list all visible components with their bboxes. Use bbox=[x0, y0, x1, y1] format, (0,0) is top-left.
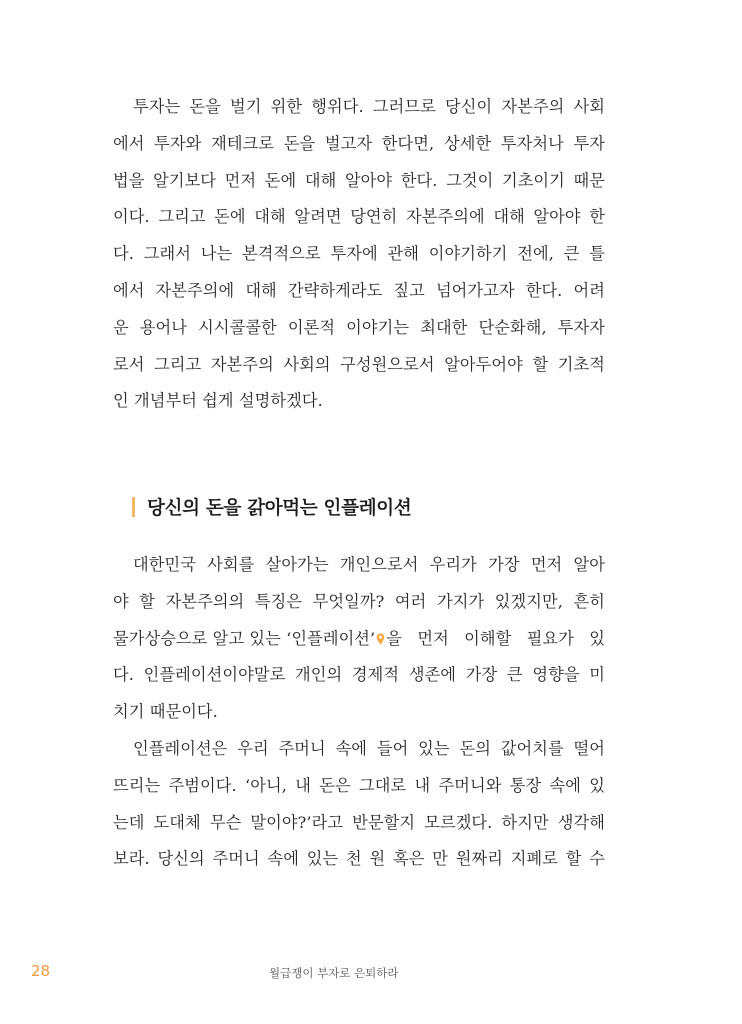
location-pin-icon[interactable] bbox=[376, 633, 385, 645]
section-heading bbox=[132, 492, 411, 522]
text-line: 는데 도대체 무슨 말이야?’라고 반문할지 모르겠다. 하지만 생각해 bbox=[113, 812, 605, 832]
text-line: 법을 알기보다 먼저 돈에 대해 알아야 한다. 그것이 기초이기 때문 bbox=[113, 170, 605, 190]
text-line: 대한민국 사회를 살아가는 개인으로서 우리가 가장 먼저 알아 bbox=[133, 555, 605, 574]
text-line: 뜨리는 주범이다. ‘아니, 내 돈은 그대로 내 주머니와 통장 속에 있 bbox=[113, 775, 605, 795]
text-line: 보라. 당신의 주머니 속에 있는 천 원 혹은 만 원짜리 지폐로 할 수 bbox=[113, 849, 605, 869]
text-segment: 을 먼저 이해할 필요가 있 bbox=[386, 628, 605, 648]
intro-paragraph bbox=[113, 89, 605, 420]
text-line: 다. 그래서 나는 본격적으로 투자에 관해 이야기하기 전에, 큰 틀 bbox=[113, 244, 605, 264]
page-number: 28 bbox=[31, 962, 51, 980]
text-line: 치기 때문이다. bbox=[113, 702, 218, 722]
text-line: 인 개념부터 쉽게 설명하겠다. bbox=[113, 391, 323, 411]
text-line: 인플레이션은 우리 주머니 속에 들어 있는 돈의 값어치를 떨어 bbox=[133, 738, 605, 758]
running-title: 월급쟁이 부자로 은퇴하라 bbox=[269, 966, 399, 980]
text-line: 로서 그리고 자본주의 사회의 구성원으로서 알아두어야 할 기초적 bbox=[113, 354, 605, 374]
section-body bbox=[113, 547, 605, 878]
text-line: 이다. 그리고 돈에 대해 알려면 당연히 자본주의에 대해 알아야 한 bbox=[113, 207, 605, 227]
text-line: 운 용어나 시시콜콜한 이론적 이야기는 최대한 단순화해, 투자자 bbox=[113, 317, 605, 337]
text-line: 에서 자본주의에 대해 간략하게라도 짚고 넘어가고자 한다. 어려 bbox=[113, 280, 605, 300]
text-line: 투자는 돈을 벌기 위한 행위다. 그러므로 당신이 자본주의 사회 bbox=[133, 97, 605, 116]
text-line: 다. 인플레이션이야말로 개인의 경제적 생존에 가장 큰 영향을 미 bbox=[113, 665, 605, 685]
text-line: 야 할 자본주의의 특징은 무엇일까? 여러 가지가 있겠지만, 흔히 bbox=[113, 591, 605, 611]
page-footer bbox=[0, 962, 742, 986]
text-line-with-footnote bbox=[113, 621, 605, 658]
heading-accent-bar bbox=[132, 497, 135, 517]
text-segment: 물가상승으로 알고 있는 ‘인플레이션’ bbox=[113, 628, 376, 648]
section-heading-text: 당신의 돈을 갉아먹는 인플레이션 bbox=[147, 498, 412, 519]
text-line: 에서 투자와 재테크로 돈을 벌고자 한다면, 상세한 투자처나 투자 bbox=[113, 133, 605, 153]
